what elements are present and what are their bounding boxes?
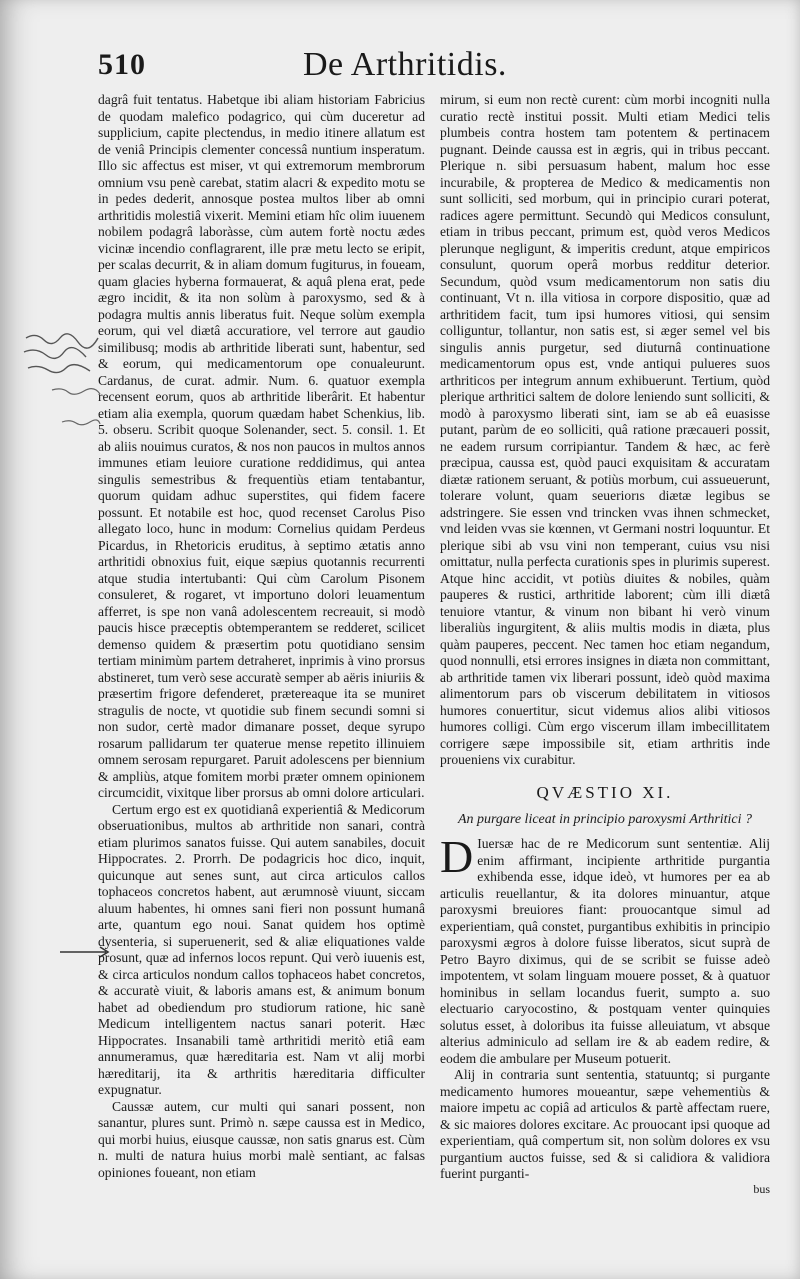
right-paragraph-3: Alij in contraria sunt sententia, statuuntq; si purgante medicamento humores moueantur, sæpe vehementiùs & maiore impetu ac copiâ ad articulos & partè affectam ruere, & sic maiores dolores excitare. Ac prouocant ipsi quoque ad experientiam, quâ compertum sit, non solùm dolores ex vsu purgantium auctos fuisse, sed & si calidiora & validiora fuerint purganti- xyxy=(440,1067,770,1181)
right-paragraph-2 xyxy=(440,831,770,1067)
question-title: QVÆSTIO XI. xyxy=(536,782,674,802)
question-subtitle: An purgare liceat in principio paroxysmi Arthritici ? xyxy=(457,812,753,827)
right-column xyxy=(440,92,770,1197)
right-paragraph-2-text: Iuersæ hac de re Medicorum sunt sententiæ. Alij enim affirmant, incipiente arthritide purgantia exhibenda esse, idque ideò, vt humores per ea ab articulis reuellantur, & ita dolores minuantur, atque paroxysmi breuiores fiant: prouocantque simul ad experientiam, quâ constet, purgantibus exhibitis in principio paroxysmi ægros à dolore fuisse liberatos, sicut suprà de Petro Bayro diximus, qui de se scribit se fuisse adeò impotentem, vt solam linguam mouere posset, & à quatuor hominibus in sellam locandus fuerit, sumpto a. suo electuario caryocostino, & postquam venter quinquies solutus esset, à doloribus ita fuisse alleuiatum, vt absque alterius adminiculo ad sellam ire & ab eadem redire, & eodem die ambulare per Museum potuerit. xyxy=(440,836,770,1066)
left-paragraph-3: Caussæ autem, cur multi qui sanari possent, non sanantur, plures sunt. Primò n. sæpe caussa est in Medico, qui morbi huius, eiusque caussæ, non satis gnarus est. Cùm n. multi de natura huius morbi malè sentiant, ac falsas opiniones foueant, non etiam xyxy=(98,1098,425,1180)
catchword: bus xyxy=(753,1181,770,1196)
page-number: 510 xyxy=(98,48,146,81)
running-head: De Arthritidis. xyxy=(303,46,507,83)
page-header xyxy=(98,48,698,88)
left-paragraph-1: dagrâ fuit tentatus. Habetque ibi aliam historiam Fabricius de quodam malefico podagrico, qui cùm duceretur ad supplicium, capite plectendus, in medio itinere allatum est de veniâ Principis clementer concessâ nuntium insperatum. Illo sic affectus est miser, vt qui extremorum membrorum omnium vsu penè carebat, statim alacri & expedito motu se in pedes dederit, annosque postea multos liber ab omni arthritidis molestiâ vixerit. Memini etiam hîc olim iuuenem nobilem podagrâ laboràsse, cùm autem fortè noctu ædes vicinæ incendio conflagrarent, ille præ metu lecto se eripit, per scalas decurrit, & in aliam domum fugiturus, in foueam, quam glacies hyberna formauerat, & aquâ plena erat, pede ægro incidit, & ita non solùm à paroxysmo, sed & à podagra multis annis liberatus fuit. Neque solùm exempla eorum, qui vel diætâ accuratiore, vel terrore aut gaudio similibusq; modis ab arthritide liberati sunt, habentur, sed & eorum, qui medicamentorum ope conualeurunt. Cardanus, de curat. admir. Num. 6. quatuor exempla recensent eorum, quos ab arthritide liberârit. Et habentur etiam alia exempla, quorum quædam habet Schenkius, lib. 5. obseru. Scribit quoque Solenander, sect. 5. consil. 1. Et ab aliis nouimus curatos, & nos non paucos in multos annos immunes etiam leuiore curatione reddidimus, qui antea singulis semestribus & frequentiùs etiam tentabantur, quorum quidam adhuc superstites, qui fidem facere possunt. Et notabile est hoc, quod recenset Carolus Piso allegato loco, hunc in modum: Cornelius quidam Perdeus Picardus, in Rhetoricis eruditus, à septimo ætatis anno arthritidi obnoxius fuit, eique sæpius quotannis recurrenti atque studia intertubanti: Qui cùm Carolum Pisonem consuleret, & rogaret, vt importuno dolori leuamentum afferret, is spe non vanâ adolescentem recreauit, si modò paucis hisce præceptis obtemperantem se redderet, scilicet demenso quidem & præsertim potu quotidiano sensim tertiam minimùm partem detraheret, inprimis à vino prorsus abstineret, tum verò sese accuratè semper ab aëris iniuriis & præsertim frigore defenderet, prætereaque ita se muniret stragulis de nocte, vt quotidie sub finem secundi somni si non sudor, certè mador dimanare posset, deque syrupo rosarum pallidarum ter quaterue mense repetito illinuiem omnem serosam repurgaret. Paruit adolescens per biennium & ampliùs, atque fomitem morbi præter omnem opinionem circumcidit, vixitque liber prorsus ab omni dolore articulari. xyxy=(98,92,425,800)
right-paragraph-1: mirum, si eum non rectè curent: cùm morbi incogniti nulla curatio rectè institui possit. Multi etiam Medici telis plumbeis contra hostem tam potentem & pertinacem pugnant. Deinde caussa est in ægris, qui in tribus peccant. Plerique n. sibi persuasum habent, malum hoc esse incurabile, & propterea de Medico & medicamentis non sunt solliciti, sed morbum, qui in principio curari poterat, radices agere permittunt. Secundò qui Medicos consulunt, etiam in tribus peccant, primum est, quòd veros Medicos plerunque negligunt, & imperitis credunt, atque empiricos consulunt, quorum operâ morbus redditur deterior. Secundum, quòd vsum medicamentorum non satis diu continuant, Vt n. illa vitiosa in corpore dispositio, quæ ad arthritidem facit, tum ipsi humores vitiosi, qui sensim colliguntur, tollantur, non satis est, si æger semel vel bis singulis annis purgetur, sed diuturnâ continuatione medicamentorum opus est, vnde antiqui pulueres suos arthriticos per integrum annum exhibuerunt. Tertium, quòd plerique arthritici saltem de dolore leniendo sunt solliciti, & modò à paroxysmo liberati sint, iam se ab eâ euasisse putant, parùm de eo solliciti, quâ ratione præcaueri possit, ne eadem rursum corripiantur. Tandem & hæc, ac ferè præcipua, caussa est, quòd pauci exquisitam & accuratam diætæ rationem seruant, & potiùs morbum, cui assueuerunt, tolerare volunt, quam seueriorıs diætæ legibus se adstringere. Sie essen vnd trincken vvas ihnen schmecket, vnd leiden vvas sie kœnnen, vt Germani nostri loquuntur. Et plerique sibi ab vsu vini non temperant, cuius vsu nisi omittatur, nulla perfecta curationis spes in plurimis superest. Atque hinc accidit, vt potiùs diuites & nobiles, quàm pauperes & rustici, arthritide laborent; cùm illi diætâ tenuiore vtantur, & vinum non bibant hi verò vinum liberaliùs ingurgitent, & aliis multis modis in diæta, plus quàm pauperes, peccent. Nec tamen hoc etiam negandum, quod nonnulli, etsi errores insignes in diæta non committant, ab arthritide tamen vix liberari possunt, ideò quòd maxima alimentorum pars ob viscerum debilitatem in vitiosos humores conuertitur, sicut videmus alios alibi vitiosos humores colligi. Cùm ergo viscerum illam imbecillitatem corrigere sæpe impossibile sit, etiam arthritis inde proueniens vix curabitur. xyxy=(440,92,770,767)
left-column xyxy=(98,92,425,1181)
handwritten-annotation xyxy=(22,330,102,440)
left-paragraph-2: Certum ergo est ex quotidianâ experientiâ & Medicorum obseruationibus, multos ab arthritide non sanari, contrà etiam plurimos sanatos fuisse. Qui autem sanabiles, docuit Hippocrates. 2. Prorrh. De podagricis hoc dico, inquit, quicunque aut senes sunt, aut circa articulos callos tophaceos concretos habent, aut ærumnosè viuunt, siccam aluum habentes, hi omnes sani fieri non possunt humanâ arte, quantum ego noui. Sanat quidem hos optimè dysenteria, si superuenerit, sed & aliæ eliquationes valde prosunt, quæ ad infernos locos repunt. Qui verò iuuenis est, & circa articulos nondum callos tophaceos habet concretos, & accuratè viuit, & laboris amans est, & animum bonum habet ad obediendum pro studiorum ratione, hic sanè Medicum intelligentem nactus sanari poterit. Hæc Hippocrates. Insanabili tamè arthritidi meritò etiâ eam annumeramus, quæ hæreditaria est. Nam vt alij morbi hæreditarij, ita & arthritis hæreditaria difficulter expugnatur. xyxy=(98,801,425,1097)
drop-capital: D xyxy=(440,831,474,882)
